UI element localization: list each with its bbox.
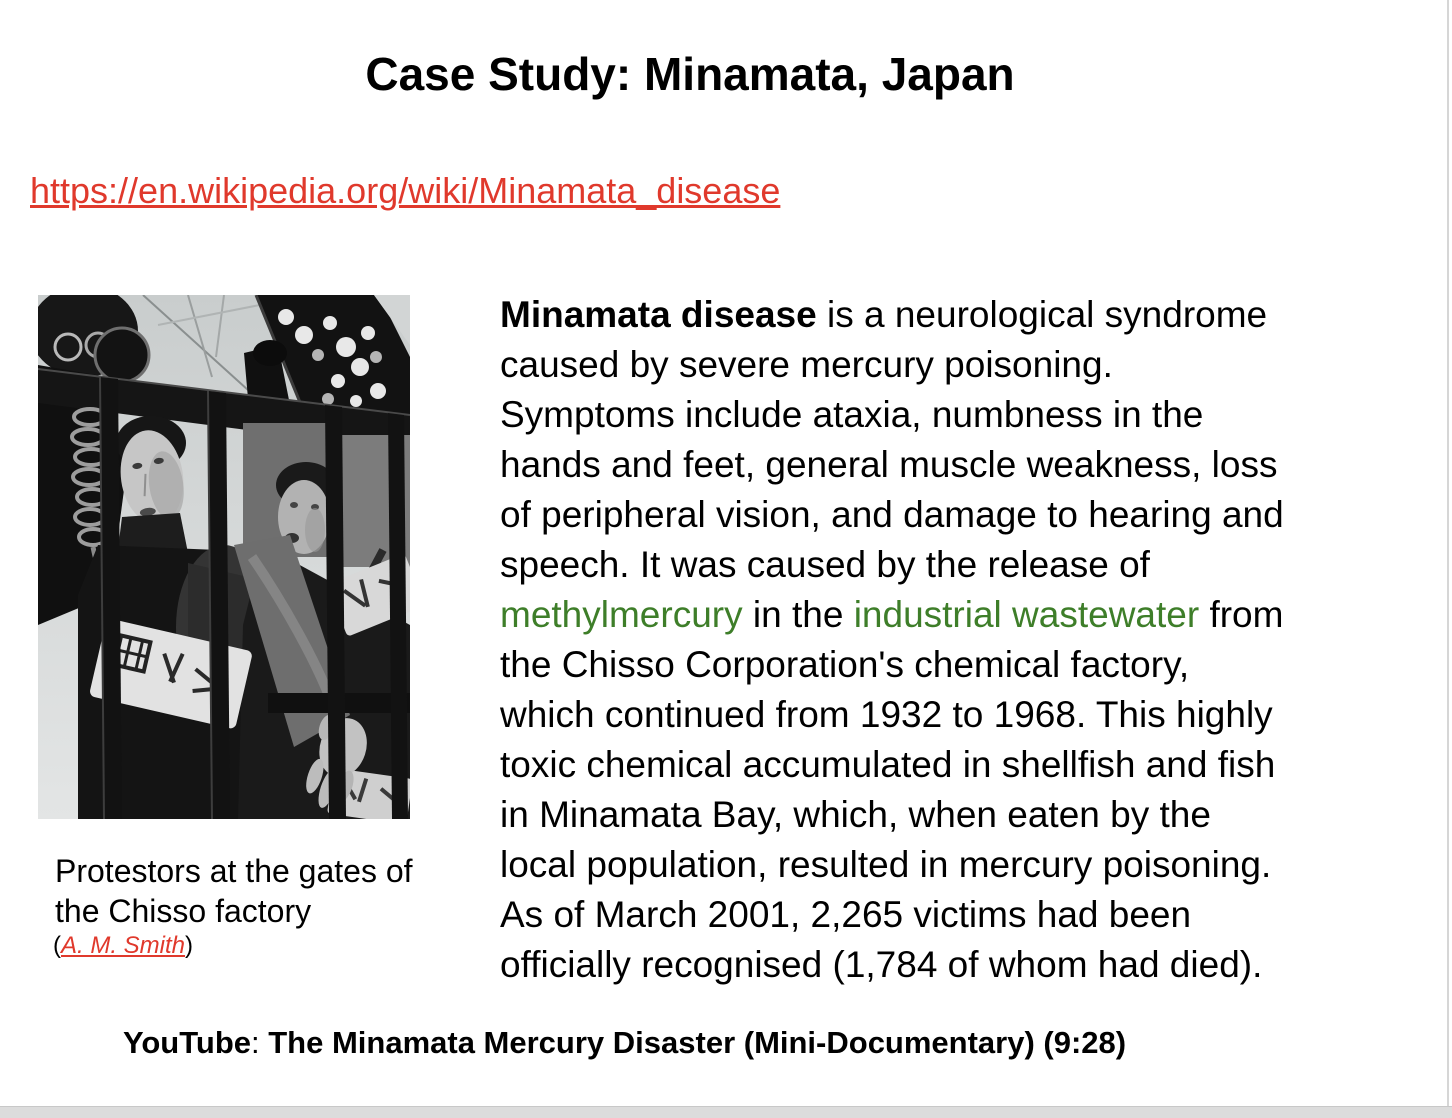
industrial-wastewater-link[interactable]: industrial wastewater (853, 594, 1200, 635)
text-segment: speech. It was caused by the release of (500, 544, 1150, 585)
text-segment: YouTube (123, 1025, 251, 1060)
bottom-chrome-bar (0, 1106, 1452, 1118)
text-line (500, 540, 1405, 590)
text-segment: caused by severe mercury poisoning. (500, 344, 1113, 385)
text-line (500, 840, 1405, 890)
text-line (500, 390, 1405, 440)
text-segment: : (251, 1025, 269, 1060)
methylmercury-link[interactable]: methylmercury (500, 594, 743, 635)
text-segment: of peripheral vision, and damage to hearing and (500, 494, 1284, 535)
text-line (500, 940, 1405, 990)
text-line (500, 640, 1405, 690)
text-segment: local population, resulted in mercury poisoning. (500, 844, 1272, 885)
text-segment: in the (742, 594, 854, 635)
slide-title: Case Study: Minamata, Japan (365, 48, 1015, 100)
wikipedia-link[interactable]: https://en.wikipedia.org/wiki/Minamata_disease (30, 170, 781, 211)
text-line (500, 440, 1405, 490)
text-segment: As of March 2001, 2,265 victims had been (500, 894, 1192, 935)
text-segment: from (1199, 594, 1284, 635)
photo-credit (53, 931, 193, 961)
text-line (500, 690, 1405, 740)
text-segment: which continued from 1932 to 1968. This highly (500, 694, 1273, 735)
text-segment: in Minamata Bay, which, when eaten by the (500, 794, 1211, 835)
photo-credit-link[interactable]: A. M. Smith (61, 932, 186, 959)
text-line (500, 290, 1405, 340)
text-segment: Minamata disease (500, 294, 817, 335)
text-segment: is a neurological syndrome (816, 294, 1268, 335)
body-text (500, 290, 1405, 990)
youtube-caption (123, 1023, 1126, 1063)
protest-photo-image (38, 295, 410, 819)
text-line (500, 490, 1405, 540)
text-segment: ) (185, 932, 194, 959)
text-segment: Symptoms include ataxia, numbness in the (500, 394, 1204, 435)
text-line (500, 890, 1405, 940)
text-segment: toxic chemical accumulated in shellfish and fish (500, 744, 1276, 785)
window-right-border (1447, 0, 1449, 1106)
text-segment: hands and feet, general muscle weakness, loss (500, 444, 1278, 485)
text-line (500, 790, 1405, 840)
text-segment: The Minamata Mercury Disaster (Mini-Documentary) (9:28) (268, 1025, 1127, 1060)
text-segment: ( (53, 932, 61, 959)
text-segment: the Chisso Corporation's chemical factory, (500, 644, 1190, 685)
photo-caption: Protestors at the gates of the Chisso factory (55, 853, 413, 929)
text-line (500, 590, 1405, 640)
text-segment: officially recognised (1,784 of whom had died). (500, 944, 1263, 985)
text-line (500, 740, 1405, 790)
text-line (500, 340, 1405, 390)
